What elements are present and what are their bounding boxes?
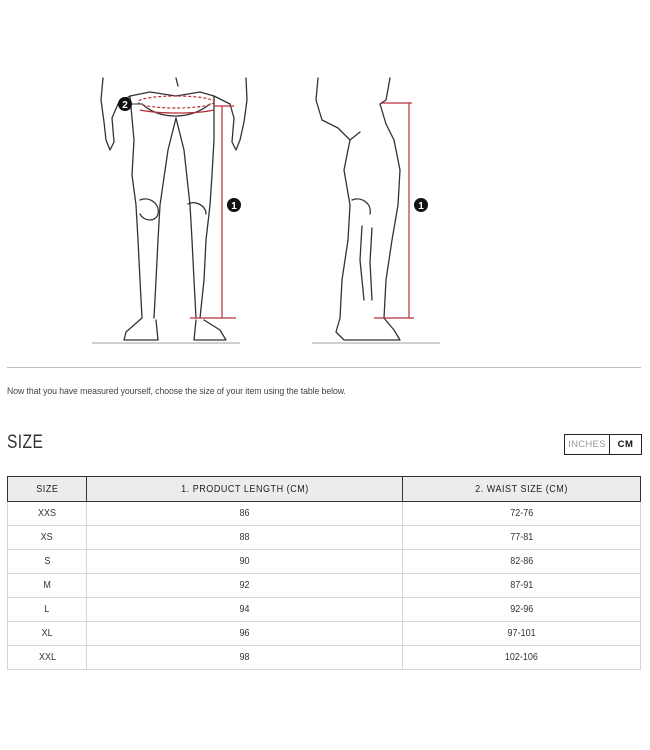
- callout-length-front: [227, 198, 241, 212]
- cell-waist: 87-91: [403, 574, 641, 598]
- table-row: [8, 646, 641, 670]
- cm-toggle-button[interactable]: CM: [610, 435, 641, 454]
- size-table: [7, 476, 641, 670]
- callout-length-front-number: 1: [231, 201, 237, 212]
- table-row: [8, 550, 641, 574]
- cell-length: 86: [87, 502, 403, 526]
- cell-size: XL: [8, 622, 87, 646]
- cell-waist: 72-76: [403, 502, 641, 526]
- intro-text: Now that you have measured yourself, choose the size of your item using the table below.: [7, 386, 346, 397]
- table-row: [8, 598, 641, 622]
- header-product-length: 1. PRODUCT LENGTH (CM): [87, 477, 403, 502]
- callout-length-side: [414, 198, 428, 212]
- callout-waist-number: 2: [122, 100, 128, 111]
- cell-size: L: [8, 598, 87, 622]
- size-heading: SIZE: [7, 432, 44, 453]
- cell-size: XS: [8, 526, 87, 550]
- measurement-illustration: [0, 70, 650, 360]
- table-row: [8, 622, 641, 646]
- cell-waist: 102-106: [403, 646, 641, 670]
- cell-waist: 77-81: [403, 526, 641, 550]
- table-header-row: [8, 477, 641, 502]
- cell-waist: 97-101: [403, 622, 641, 646]
- header-waist-size: 2. WAIST SIZE (CM): [403, 477, 641, 502]
- callout-length-side-number: 1: [418, 201, 424, 212]
- cell-size: XXL: [8, 646, 87, 670]
- header-size: SIZE: [8, 477, 87, 502]
- section-divider: [7, 367, 641, 368]
- cell-length: 88: [87, 526, 403, 550]
- inches-toggle-button[interactable]: INCHES: [565, 435, 610, 454]
- unit-toggle: [564, 434, 642, 455]
- cell-length: 92: [87, 574, 403, 598]
- cell-size: M: [8, 574, 87, 598]
- cell-waist: 82-86: [403, 550, 641, 574]
- cell-length: 94: [87, 598, 403, 622]
- table-row: [8, 574, 641, 598]
- cell-length: 98: [87, 646, 403, 670]
- table-row: [8, 526, 641, 550]
- table-row: [8, 502, 641, 526]
- cell-size: S: [8, 550, 87, 574]
- cell-length: 96: [87, 622, 403, 646]
- callout-waist: [118, 97, 132, 111]
- cell-size: XXS: [8, 502, 87, 526]
- cell-waist: 92-96: [403, 598, 641, 622]
- cell-length: 90: [87, 550, 403, 574]
